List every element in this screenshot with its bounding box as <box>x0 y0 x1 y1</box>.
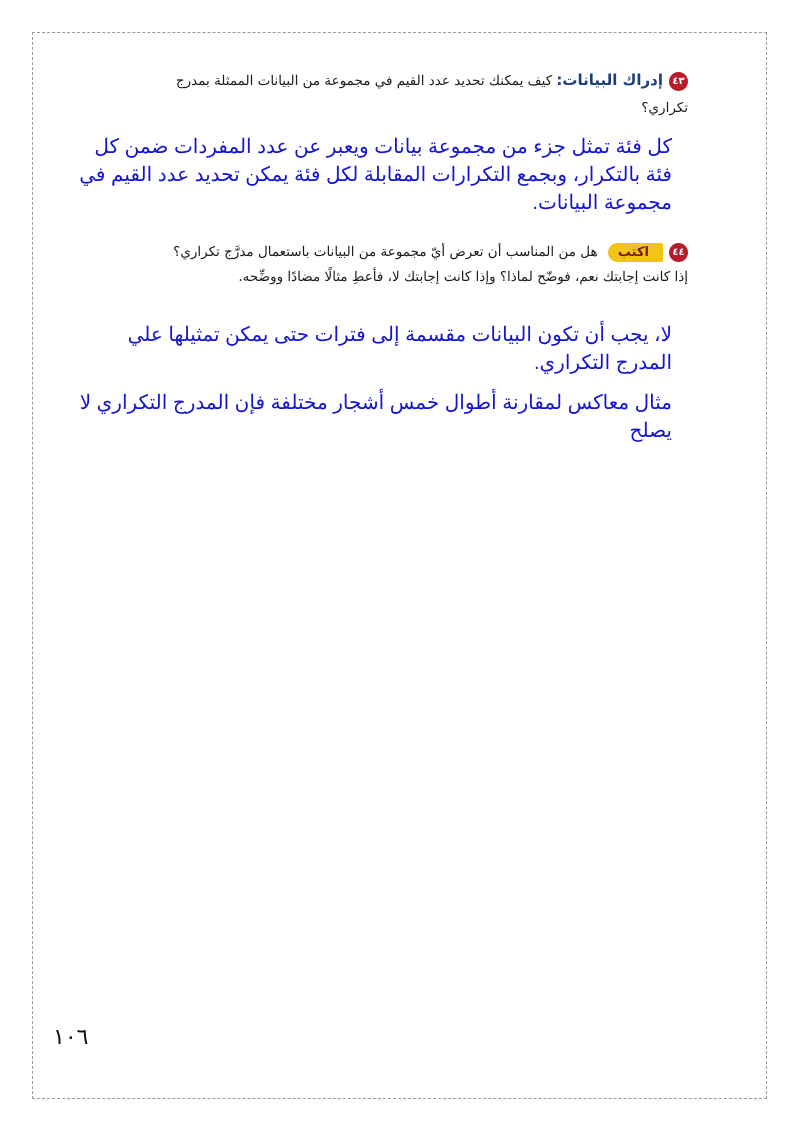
question-number-badge: ٤٣ <box>669 72 688 91</box>
question-text: هل من المناسب أن تعرض أيّ مجموعة من البيانات باستعمال مدرَّج تكراري؟ إذا كانت إجابتك نعم، فوضّح لماذا؟ وإذا كانت إجابتك لا، فأعطِ مثالًا مضادًا ووضِّحه. <box>173 244 688 285</box>
question-number-badge: ٤٤ <box>669 243 688 262</box>
question-44 <box>168 240 688 290</box>
answer-44-part-1: لا، يجب أن تكون البيانات مقسمة إلى فترات حتى يمكن تمثيلها علي المدرج التكراري. <box>127 324 672 374</box>
question-43 <box>168 67 688 122</box>
answer-43: كل فئة تمثل جزء من مجموعة بيانات ويعبر عن عدد المفردات ضمن كل فئة بالتكرار، وبجمع التكرارات المقابلة لكل فئة يمكن تحديد عدد القيم في مجموعة البيانات. <box>79 136 672 214</box>
question-label: إدراك البيانات: <box>556 71 663 89</box>
question-text: كيف يمكنك تحديد عدد القيم في مجموعة من البيانات الممثلة بمدرج تكراري؟ <box>175 73 688 116</box>
write-badge: اكتب <box>608 243 663 262</box>
worksheet-page <box>32 32 767 1099</box>
page-number: ١٠٦ <box>53 1025 89 1050</box>
answer-44-part-2: مثال معاكس لمقارنة أطوال خمس أشجار مختلفة فإن المدرج التكراري لا يصلح <box>79 392 672 442</box>
